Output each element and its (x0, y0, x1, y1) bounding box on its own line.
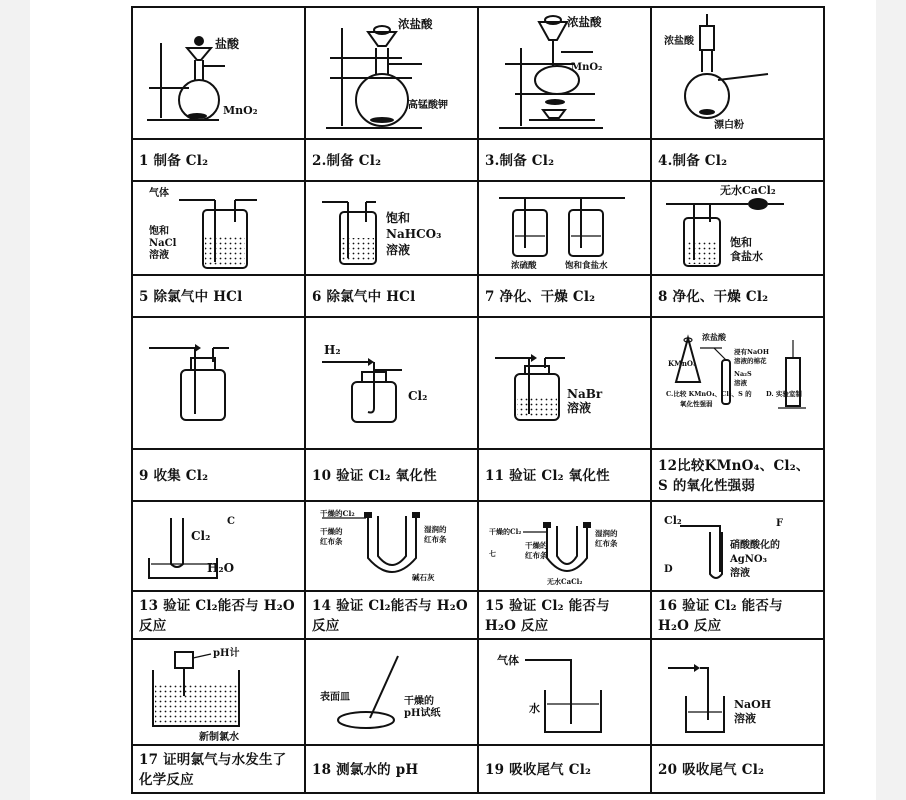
caption-1: 1 制备 Cl₂ (132, 139, 305, 181)
caption-16: 16 验证 Cl₂ 能否与 H₂O 反应 (651, 591, 824, 639)
water-label: 新制氯水 (199, 732, 239, 743)
sol-label-1: NaOH (734, 698, 772, 711)
d-label: D. 实验室制 (766, 390, 802, 398)
apparatus-7-drawing (479, 182, 650, 274)
gas-label: H₂ (324, 343, 341, 357)
sol-label-1: 硝酸酸化的 (730, 540, 780, 551)
apparatus-20-drawing (652, 640, 823, 744)
gas-label: Cl₂ (664, 514, 682, 527)
sol-label-2: 食盐水 (730, 250, 763, 263)
water-label: 水 (529, 702, 540, 715)
kmno4-label: KMnO₄ (668, 359, 697, 368)
page (30, 0, 876, 800)
gas-label: Cl₂ (191, 529, 211, 543)
caption-18: 18 测氯水的 pH (305, 745, 478, 793)
sol-label-2: 溶液 (567, 401, 592, 415)
caption-20: 20 吸收尾气 Cl₂ (651, 745, 824, 793)
mark-label: 七 (489, 549, 496, 558)
apparatus-13-drawing (133, 502, 304, 590)
acid-label: 盐酸 (215, 37, 240, 51)
solid-label: 漂白粉 (714, 120, 744, 131)
sol-label-2: NaCl (149, 238, 177, 249)
out-label: Cl₂ (408, 389, 428, 403)
acid-label: 浓盐酸 (567, 15, 602, 29)
apparatus-2 (305, 7, 478, 139)
d-label: D (664, 564, 673, 575)
apparatus-14 (305, 501, 478, 591)
caption-15: 15 验证 Cl₂ 能否与 H₂O 反应 (478, 591, 651, 639)
apparatus-19 (478, 639, 651, 745)
apparatus-15 (478, 501, 651, 591)
apparatus-10-drawing (306, 318, 477, 448)
sol-label-2: NaHCO₃ (386, 227, 442, 241)
apparatus-8-drawing (652, 182, 823, 274)
apparatus-16-drawing (652, 502, 823, 590)
bottle-label-2: 饱和食盐水 (565, 261, 608, 271)
caption-3: 3.制备 Cl₂ (478, 139, 651, 181)
apparatus-9 (132, 317, 305, 449)
c-label-2: 氧化性强弱 (680, 400, 713, 408)
apparatus-3 (478, 7, 651, 139)
solid-label: 高锰酸钾 (408, 100, 448, 111)
caption-6: 6 除氯气中 HCl (305, 275, 478, 317)
apparatus-6-drawing (306, 182, 477, 274)
caption-12: 12比较KMnO₄、Cl₂、S 的氧化性强弱 (651, 449, 824, 501)
sol-label-3: 溶液 (149, 250, 169, 261)
solid-label: MnO₂ (571, 62, 603, 73)
cacl-label: 无水CaCl₂ (547, 577, 583, 586)
apparatus-20 (651, 639, 824, 745)
caption-9: 9 收集 Cl₂ (132, 449, 305, 501)
apparatus-11-drawing (479, 318, 650, 448)
apparatus-1 (132, 7, 305, 139)
sol-label-1: 饱和 (386, 211, 411, 225)
na2s-label-2: 溶液 (734, 379, 747, 387)
dry-label-1: 干燥的 (320, 527, 343, 536)
sol-label-2: AgNO₃ (730, 554, 767, 565)
caption-19: 19 吸收尾气 Cl₂ (478, 745, 651, 793)
gas-label: 气体 (149, 188, 169, 199)
sol-label-2: 溶液 (734, 712, 756, 725)
paper-label-2: pH试纸 (404, 708, 441, 719)
apparatus-10 (305, 317, 478, 449)
apparatus-18 (305, 639, 478, 745)
c-label: C (227, 516, 235, 527)
sol-label-1: NaBr (567, 387, 603, 401)
top-label: 无水CaCl₂ (720, 184, 776, 197)
apparatus-13 (132, 501, 305, 591)
ph-label: pH计 (213, 648, 240, 659)
apparatus-5-drawing (133, 182, 304, 274)
sol-label-1: 饱和 (149, 226, 169, 237)
apparatus-9-drawing (133, 318, 304, 448)
apparatus-4 (651, 7, 824, 139)
apparatus-12-drawing (652, 318, 823, 448)
apparatus-18-drawing (306, 640, 477, 744)
apparatus-12 (651, 317, 824, 449)
apparatus-16 (651, 501, 824, 591)
apparatus-17 (132, 639, 305, 745)
wet-label-2: 红布条 (595, 539, 618, 548)
caption-10: 10 验证 Cl₂ 氧化性 (305, 449, 478, 501)
dry-label-2: 红布条 (525, 551, 548, 560)
wet-label-1: 湿润的 (424, 525, 447, 534)
caption-14: 14 验证 Cl₂能否与 H₂O 反应 (305, 591, 478, 639)
bottle-label-1: 浓硫酸 (511, 261, 537, 271)
dry-label-1: 干燥的 (525, 541, 548, 550)
apparatus-19-drawing (479, 640, 650, 744)
sol-label-1: 饱和 (730, 236, 752, 249)
caption-2: 2.制备 Cl₂ (305, 139, 478, 181)
caption-13: 13 验证 Cl₂能否与 H₂O 反应 (132, 591, 305, 639)
apparatus-3-drawing (479, 8, 650, 138)
in-label: 干燥的Cl₂ (320, 509, 355, 518)
sol-label-3: 溶液 (730, 568, 750, 579)
apparatus-5 (132, 181, 305, 275)
apparatus-2-drawing (306, 8, 477, 138)
apparatus-15-drawing (479, 502, 650, 590)
dish-label: 表面皿 (320, 692, 350, 703)
experiment-table (131, 6, 825, 794)
caption-5: 5 除氯气中 HCl (132, 275, 305, 317)
water-label: H₂O (207, 561, 235, 575)
apparatus-14-drawing (306, 502, 477, 590)
acid-label: 浓盐酸 (702, 332, 726, 342)
caption-8: 8 净化、干燥 Cl₂ (651, 275, 824, 317)
acid-label: 浓盐酸 (664, 36, 694, 47)
apparatus-7 (478, 181, 651, 275)
gas-label: 气体 (497, 654, 519, 667)
naoh-label-1: 浸有NaOH (734, 348, 769, 356)
in-label: 干燥的Cl₂ (489, 527, 522, 536)
naoh-label-2: 溶液的棉花 (734, 357, 767, 365)
sol-label-3: 溶液 (386, 243, 411, 257)
acid-label: 浓盐酸 (398, 17, 433, 31)
lime-label: 碱石灰 (412, 573, 435, 582)
caption-4: 4.制备 Cl₂ (651, 139, 824, 181)
caption-11: 11 验证 Cl₂ 氧化性 (478, 449, 651, 501)
apparatus-8 (651, 181, 824, 275)
apparatus-6 (305, 181, 478, 275)
f-label: F (776, 518, 784, 529)
na2s-label-1: Na₂S (734, 370, 752, 378)
paper-label-1: 干燥的 (404, 696, 434, 707)
wet-label-2: 红布条 (424, 535, 447, 544)
apparatus-1-drawing (133, 8, 304, 138)
wet-label-1: 湿润的 (595, 529, 618, 538)
apparatus-17-drawing (133, 640, 304, 744)
solid-label: MnO₂ (223, 104, 258, 117)
caption-17: 17 证明氯气与水发生了化学反应 (132, 745, 305, 793)
apparatus-4-drawing (652, 8, 823, 138)
caption-7: 7 净化、干燥 Cl₂ (478, 275, 651, 317)
apparatus-11 (478, 317, 651, 449)
dry-label-2: 红布条 (320, 537, 343, 546)
c-label-1: C.比较 KMnO₄、Cl₂、S 的 (666, 390, 752, 398)
